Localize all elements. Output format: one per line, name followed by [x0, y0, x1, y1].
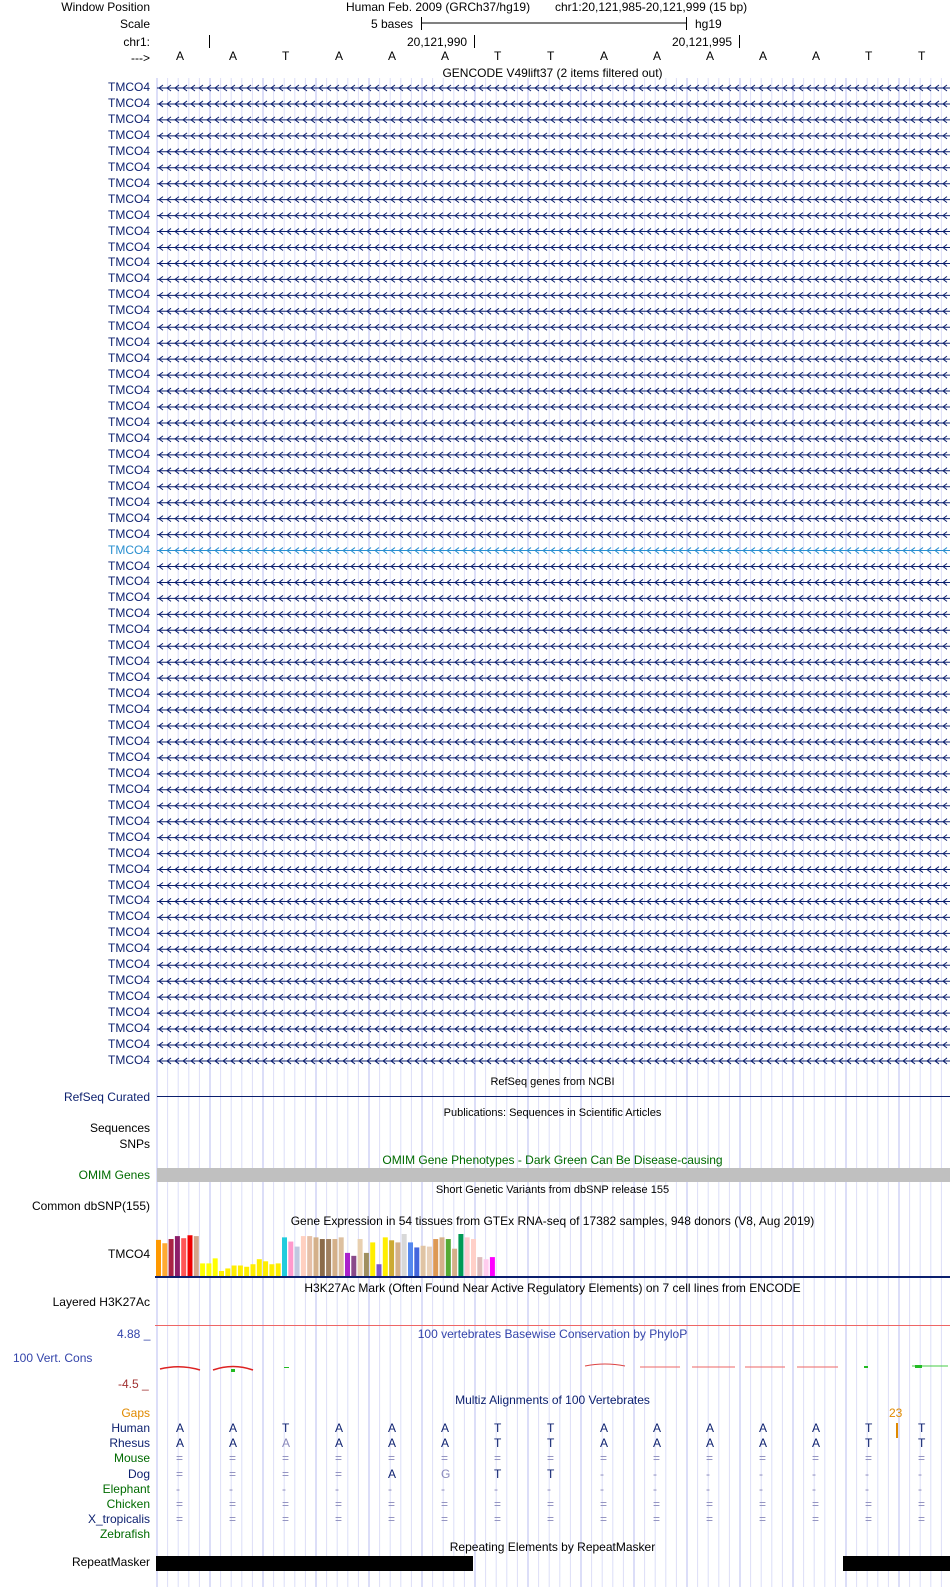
multiz-base: = [282, 1466, 290, 1481]
multiz-base: - [706, 1466, 710, 1481]
sequence-base: T [547, 49, 555, 63]
multiz-base: T [547, 1436, 555, 1451]
multiz-base: - [229, 1481, 233, 1496]
multiz-base: A [653, 1421, 662, 1435]
gencode-gene-label[interactable]: TMCO4 [108, 494, 150, 509]
multiz-base: = [335, 1451, 343, 1466]
multiz-base: = [600, 1512, 608, 1527]
multiz-base: = [441, 1512, 449, 1527]
gencode-gene-label[interactable]: TMCO4 [108, 941, 150, 956]
ruler-tick-label-2: 20,121,995 [672, 35, 733, 49]
multiz-base: = [865, 1512, 873, 1527]
multiz-base: A [812, 1436, 821, 1451]
multiz-base: = [335, 1466, 343, 1481]
multiz-base: = [600, 1497, 608, 1511]
multiz-base: = [229, 1512, 237, 1527]
multiz-base: - [335, 1481, 339, 1496]
strand-label: ---> [131, 51, 150, 65]
gencode-gene-label[interactable]: TMCO4 [108, 1037, 150, 1051]
multiz-base: A [706, 1436, 715, 1451]
multiz-base: - [282, 1481, 286, 1496]
multiz-base: = [388, 1497, 396, 1511]
db-label: hg19 [695, 17, 722, 31]
refseq-track-title: RefSeq genes from NCBI [490, 1076, 615, 1088]
gencode-gene-label[interactable]: TMCO4 [108, 989, 150, 1004]
scale-bar-text: 5 bases [371, 17, 414, 31]
multiz-base: - [653, 1481, 657, 1496]
multiz-base: = [176, 1451, 184, 1466]
multiz-base: T [918, 1421, 926, 1435]
sequence-base: T [918, 49, 926, 63]
gencode-gene-label[interactable]: TMCO4 [108, 303, 150, 318]
sequence-base: A [759, 49, 768, 63]
multiz-base: = [282, 1512, 290, 1527]
gencode-gene-label[interactable]: TMCO4 [108, 973, 150, 988]
multiz-base: = [441, 1497, 449, 1511]
multiz-base: - [918, 1481, 922, 1496]
multiz-base: A [388, 1421, 397, 1435]
multiz-species-label[interactable]: Rhesus [109, 1436, 150, 1451]
sequence-base: A [441, 49, 450, 63]
sequence-base: A [600, 49, 609, 63]
phylop-track-title: 100 vertebrates Basewise Conservation by PhyloP [417, 1327, 688, 1341]
gencode-gene-label[interactable]: TMCO4 [108, 207, 150, 222]
multiz-base: = [812, 1512, 820, 1527]
gencode-gene-label[interactable]: TMCO4 [108, 319, 150, 334]
multiz-base: A [229, 1421, 238, 1435]
sequence-base: A [229, 49, 238, 63]
gencode-gene-label[interactable]: TMCO4 [108, 638, 150, 653]
multiz-species-label[interactable]: Elephant [102, 1481, 150, 1496]
ruler-tick-label-1: 20,121,990 [407, 35, 468, 49]
gencode-gene-label[interactable]: TMCO4 [108, 718, 150, 732]
phylop-track-label[interactable]: 100 Vert. Cons [13, 1351, 93, 1365]
gencode-gene-label[interactable]: TMCO4 [108, 510, 150, 525]
gencode-gene-label[interactable]: TMCO4 [108, 430, 150, 445]
position-readout: chr1:20,121,985-20,121,999 (15 bp) [555, 0, 748, 14]
multiz-base: = [759, 1512, 767, 1527]
multiz-base: = [494, 1451, 502, 1466]
repeatmasker-track-label[interactable]: RepeatMasker [71, 1555, 150, 1569]
assembly-title: Human Feb. 2009 (GRCh37/hg19) [346, 0, 531, 14]
gencode-gene-label[interactable]: TMCO4 [108, 781, 150, 796]
multiz-base: = [388, 1512, 396, 1527]
publications-track-title: Publications: Sequences in Scientific Articles [443, 1107, 662, 1119]
multiz-base: - [600, 1481, 604, 1496]
gtex-track-label[interactable]: TMCO4 [108, 1247, 150, 1261]
multiz-base: = [706, 1497, 714, 1511]
multiz-base: - [600, 1466, 604, 1481]
multiz-base: A [229, 1436, 238, 1451]
gencode-gene-label[interactable]: TMCO4 [108, 239, 150, 254]
multiz-gaps-label: Gaps [121, 1406, 150, 1420]
multiz-base: - [865, 1481, 869, 1496]
multiz-base: = [494, 1497, 502, 1511]
h3k27ac-track-label[interactable]: Layered H3K27Ac [52, 1295, 150, 1309]
multiz-base: T [918, 1436, 926, 1451]
multiz-base: A [600, 1436, 609, 1451]
multiz-base: - [706, 1481, 710, 1496]
multiz-base: A [388, 1436, 397, 1451]
gencode-gene-label[interactable]: TMCO4 [108, 654, 150, 669]
multiz-species-label[interactable]: Dog [127, 1466, 150, 1481]
multiz-base: T [865, 1421, 873, 1435]
multiz-base: - [388, 1481, 392, 1496]
gencode-gene-label[interactable]: TMCO4 [108, 1005, 150, 1020]
multiz-base: = [653, 1512, 661, 1527]
multiz-species-label[interactable]: Mouse [113, 1451, 150, 1466]
gencode-gene-label[interactable]: TMCO4 [108, 861, 150, 876]
multiz-base: = [335, 1497, 343, 1511]
multiz-base: = [547, 1451, 555, 1466]
multiz-base: = [812, 1497, 820, 1511]
gencode-gene-label[interactable]: TMCO4 [108, 143, 150, 158]
multiz-species-label[interactable]: Chicken [106, 1497, 150, 1511]
gencode-gene-label[interactable]: TMCO4 [108, 223, 150, 238]
multiz-base: = [706, 1451, 714, 1466]
multiz-base: A [335, 1421, 344, 1435]
multiz-base: = [918, 1512, 926, 1527]
gencode-track-title: GENCODE V49lift37 (2 items filtered out) [442, 66, 663, 80]
sequence-base: T [282, 49, 290, 63]
multiz-base: A [653, 1436, 662, 1451]
multiz-gap-marker [896, 1423, 898, 1438]
gencode-gene-label[interactable]: TMCO4 [108, 367, 150, 382]
multiz-base: = [865, 1497, 873, 1511]
gencode-gene-label[interactable]: TMCO4 [108, 702, 150, 717]
multiz-base: - [812, 1466, 816, 1481]
multiz-species-label[interactable]: Zebrafish [99, 1527, 150, 1542]
multiz-base: = [176, 1466, 184, 1481]
multiz-base: T [494, 1466, 502, 1481]
gencode-gene-label[interactable]: TMCO4 [108, 271, 150, 286]
multiz-base: A [282, 1436, 291, 1451]
phylop-max-label: 4.88 _ [117, 1327, 151, 1341]
multiz-base: T [282, 1421, 290, 1435]
scale-label: Scale [119, 17, 150, 31]
multiz-species-label[interactable]: Human [111, 1421, 150, 1435]
gencode-gene-label[interactable]: TMCO4 [108, 909, 150, 924]
multiz-base: = [282, 1497, 290, 1511]
gencode-gene-label[interactable]: TMCO4 [108, 1021, 150, 1036]
multiz-base: = [812, 1451, 820, 1466]
multiz-base: - [759, 1466, 763, 1481]
multiz-base: = [176, 1512, 184, 1527]
gencode-gene-label[interactable]: TMCO4 [108, 542, 150, 557]
gencode-gene-label[interactable]: TMCO4 [108, 335, 150, 350]
multiz-base: G [441, 1466, 451, 1481]
gencode-gene-label[interactable]: TMCO4 [108, 813, 150, 828]
multiz-base: = [494, 1512, 502, 1527]
sequence-base: A [388, 49, 397, 63]
repeat-element-1[interactable] [156, 1556, 473, 1571]
multiz-base: - [494, 1481, 498, 1496]
gtex-track-title: Gene Expression in 54 tissues from GTEx RNA-seq of 17382 samples, 948 donors (V8, Aug 2019) [290, 1214, 815, 1228]
multiz-base: - [653, 1466, 657, 1481]
multiz-base: = [918, 1451, 926, 1466]
gencode-gene-label[interactable]: TMCO4 [108, 606, 150, 621]
h3k27ac-track-title: H3K27Ac Mark (Often Found Near Active Regulatory Elements) on 7 cell lines from ENCODE [304, 1281, 801, 1295]
multiz-base: = [759, 1451, 767, 1466]
multiz-base: A [812, 1421, 821, 1435]
multiz-base: A [706, 1421, 715, 1435]
gencode-gene-label[interactable]: TMCO4 [108, 175, 150, 190]
omim-track-label[interactable]: OMIM Genes [78, 1168, 150, 1182]
gencode-gene-label[interactable]: TMCO4 [108, 399, 150, 413]
multiz-track-title: Multiz Alignments of 100 Vertebrates [455, 1393, 650, 1407]
gencode-gene-label[interactable]: TMCO4 [108, 574, 150, 589]
gencode-gene-label[interactable]: TMCO4 [108, 957, 150, 972]
multiz-base: - [918, 1466, 922, 1481]
sequence-base: A [706, 49, 715, 63]
gencode-gene-label[interactable]: TMCO4 [108, 478, 150, 493]
gencode-gene-label[interactable]: TMCO4 [108, 670, 150, 685]
gencode-gene-label[interactable]: TMCO4 [108, 526, 150, 541]
sequence-base: T [494, 49, 502, 63]
multiz-base: A [176, 1421, 185, 1435]
refseq-track-label[interactable]: RefSeq Curated [63, 1090, 150, 1104]
multiz-base: = [229, 1497, 237, 1511]
multiz-base: = [706, 1512, 714, 1527]
sequence-base: A [812, 49, 821, 63]
multiz-base: = [759, 1497, 767, 1511]
gencode-gene-label[interactable]: TMCO4 [108, 159, 150, 174]
gencode-gene-label[interactable]: TMCO4 [108, 255, 150, 270]
publications-label-sequences[interactable]: Sequences [89, 1121, 150, 1135]
gencode-gene-label[interactable]: TMCO4 [108, 765, 150, 780]
gencode-gene-label[interactable]: TMCO4 [108, 95, 150, 110]
gencode-gene-label[interactable]: TMCO4 [108, 1052, 150, 1067]
repeat-element-2[interactable] [843, 1556, 950, 1571]
gencode-gene-label[interactable]: TMCO4 [108, 749, 150, 764]
multiz-base: A [176, 1436, 185, 1451]
gencode-gene-label[interactable]: TMCO4 [108, 797, 150, 812]
multiz-base: - [176, 1481, 180, 1496]
multiz-base: - [865, 1466, 869, 1481]
gencode-gene-label[interactable]: TMCO4 [108, 925, 150, 940]
chrom-label: chr1: [123, 35, 150, 49]
multiz-base: A [441, 1421, 450, 1435]
window-position-label: Window Position [61, 0, 150, 14]
multiz-base: A [388, 1466, 397, 1481]
multiz-base: - [547, 1481, 551, 1496]
gencode-gene-label[interactable]: TMCO4 [108, 558, 150, 573]
multiz-base: = [547, 1497, 555, 1511]
multiz-base: = [176, 1497, 184, 1511]
multiz-base: A [441, 1436, 450, 1451]
gencode-gene-label[interactable]: TMCO4 [108, 383, 150, 398]
sequence-base: A [653, 49, 662, 63]
multiz-base: T [494, 1421, 502, 1435]
multiz-base: = [229, 1451, 237, 1466]
sequence-base: A [176, 49, 185, 63]
multiz-base: = [653, 1451, 661, 1466]
multiz-base: A [335, 1436, 344, 1451]
omim-track-title: OMIM Gene Phenotypes - Dark Green Can Be Disease-causing [382, 1153, 723, 1167]
multiz-base: = [653, 1497, 661, 1511]
multiz-base: = [441, 1451, 449, 1466]
publications-label-snps[interactable]: SNPs [119, 1137, 150, 1151]
gencode-gene-label[interactable]: TMCO4 [108, 829, 150, 844]
multiz-base: - [812, 1481, 816, 1496]
multiz-base: T [865, 1436, 873, 1451]
gencode-gene-label[interactable]: TMCO4 [108, 127, 150, 142]
gencode-gene-label[interactable]: TMCO4 [108, 590, 150, 605]
repeatmasker-track-title: Repeating Elements by RepeatMasker [449, 1540, 656, 1554]
multiz-base: = [388, 1451, 396, 1466]
gencode-gene-label[interactable]: TMCO4 [108, 462, 150, 477]
phylop-min-label: -4.5 _ [118, 1377, 149, 1391]
gencode-gene-label[interactable]: TMCO4 [108, 845, 150, 860]
gencode-gene-label[interactable]: TMCO4 [108, 686, 150, 701]
multiz-species-label[interactable]: X_tropicalis [87, 1512, 150, 1527]
sequence-base: A [335, 49, 344, 63]
gencode-gene-label[interactable]: TMCO4 [108, 191, 150, 206]
gencode-gene-label[interactable]: TMCO4 [108, 446, 150, 461]
multiz-base: T [547, 1466, 555, 1481]
multiz-base: = [547, 1512, 555, 1527]
gencode-gene-label[interactable]: TMCO4 [108, 414, 150, 429]
multiz-base: = [918, 1497, 926, 1511]
gencode-gene-label[interactable]: TMCO4 [108, 893, 150, 908]
multiz-base: = [865, 1451, 873, 1466]
multiz-base: - [441, 1481, 445, 1496]
gencode-gene-label[interactable]: TMCO4 [108, 622, 150, 637]
multiz-base: A [759, 1436, 768, 1451]
multiz-base: T [494, 1436, 502, 1451]
multiz-base: = [600, 1451, 608, 1466]
gencode-gene-label[interactable]: TMCO4 [108, 733, 150, 748]
multiz-base: A [759, 1421, 768, 1435]
multiz-base: = [229, 1466, 237, 1481]
gencode-gene-label[interactable]: TMCO4 [108, 287, 150, 302]
gencode-gene-label[interactable]: TMCO4 [108, 111, 150, 126]
multiz-gap-count: 23 [889, 1406, 903, 1420]
gencode-gene-label[interactable]: TMCO4 [108, 351, 150, 366]
multiz-base: - [759, 1481, 763, 1496]
dbsnp-track-label[interactable]: Common dbSNP(155) [31, 1199, 150, 1213]
multiz-base: = [282, 1451, 290, 1466]
sequence-base: T [865, 49, 873, 63]
dbsnp-track-title: Short Genetic Variants from dbSNP release 155 [435, 1184, 670, 1196]
multiz-base: = [335, 1512, 343, 1527]
multiz-base: T [547, 1421, 555, 1435]
multiz-base: A [600, 1421, 609, 1435]
gencode-gene-label[interactable]: TMCO4 [108, 877, 150, 892]
gencode-gene-label[interactable]: TMCO4 [108, 80, 150, 94]
